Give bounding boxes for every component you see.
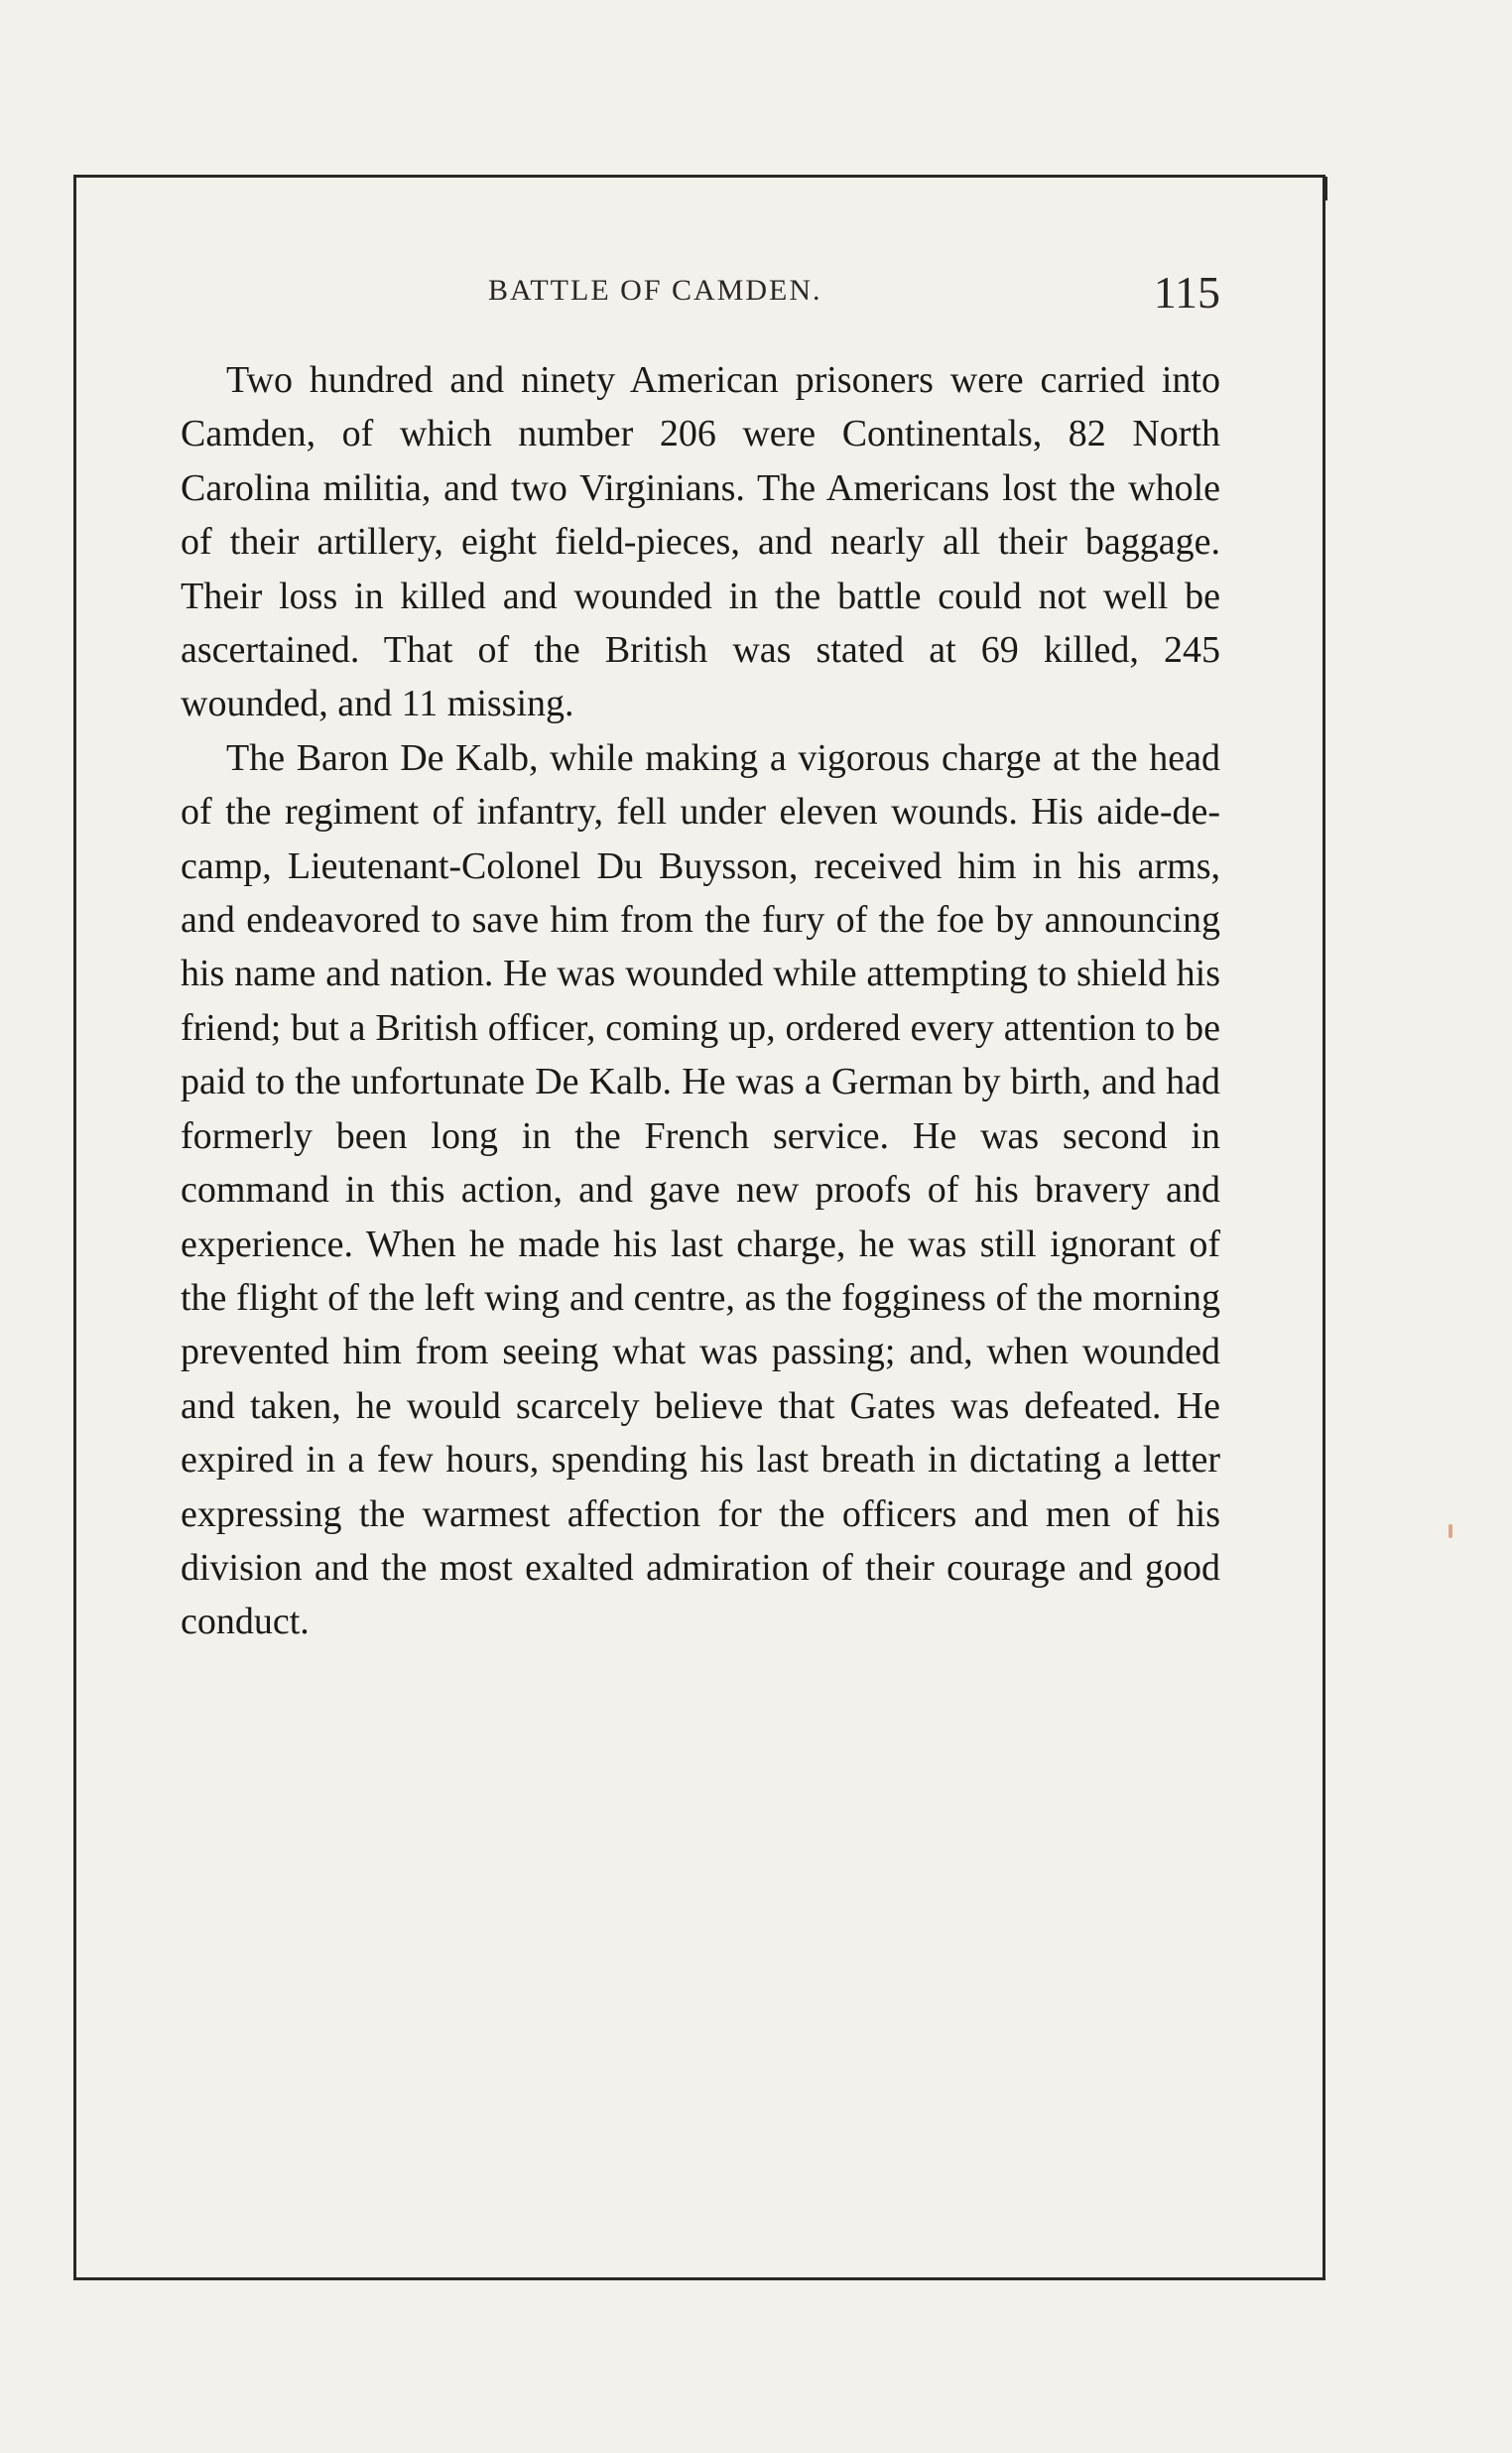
border-tick xyxy=(1325,177,1327,200)
margin-mark xyxy=(1449,1524,1452,1538)
paragraph-prisoners: Two hundred and ninety American prisoners were carried into Camden, of which number 206 were Continentals, 82 North Carolina militia, and two Virginians. The Americans lost the whole of their artillery, eight field-pieces, and nearly all their baggage. Their loss in killed and wounded in the battle could not well be ascertained. That of the British was stated at 69 killed, 245 wounded, and 11 missing. xyxy=(181,359,1220,725)
running-header xyxy=(181,266,1220,325)
body-text xyxy=(181,353,1220,1649)
page-number: 115 xyxy=(1153,267,1220,318)
running-title: BATTLE OF CAMDEN. xyxy=(488,274,822,307)
paragraph-de-kalb: The Baron De Kalb, while making a vigorous charge at the head of the regiment of infantry, fell under eleven wounds. His aide-de-camp, Lieutenant-Colonel Du Buysson, received him in his arms, and endeavored to save him from the fury of the foe by announcing his name and nation. He was wounded while attempting to shield his friend; but a British officer, coming up, ordered every attention to be paid to the unfortunate De Kalb. He was a German by birth, and had formerly been long in the French service. He was second in command in this action, and gave new proofs of his bravery and experience. When he made his last charge, he was still ignorant of the flight of the left wing and centre, as the fogginess of the morning prevented him from seeing what was passing; and, when wounded and taken, he would scarcely believe that Gates was defeated. He expired in a few hours, spending his last breath in dictating a letter expressing the warmest affection for the officers and men of his division and the most exalted admiration of their courage and good conduct. xyxy=(181,736,1220,1643)
